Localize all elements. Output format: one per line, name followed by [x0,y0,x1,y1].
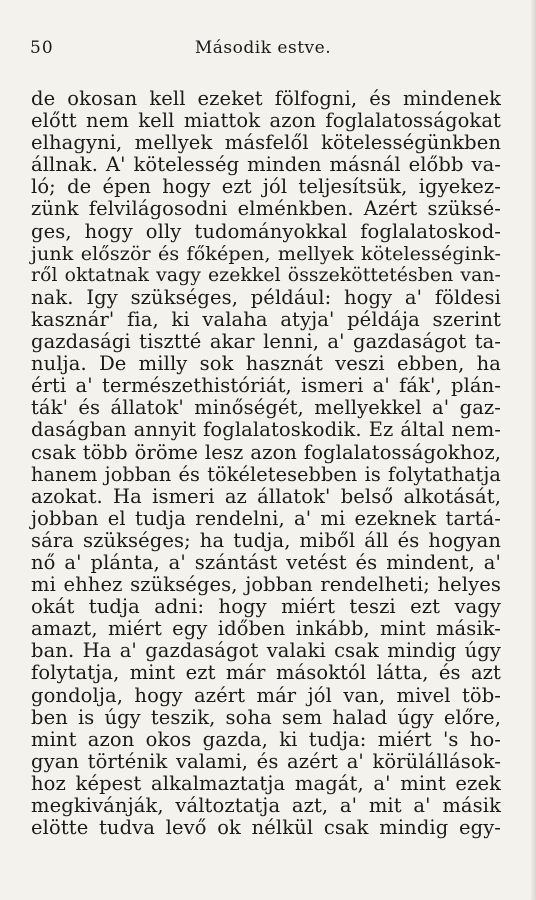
text-line: előtt nem kell miattok azon foglalatosságokat [31,109,501,133]
text-line: hanem jobban és tökéletesebben is folytathatja [31,462,501,486]
text-line: ges, hogy olly tudományokkal foglalatoskod- [31,219,501,243]
text-line: zünk felvilágosodni elménkben. Azért szüksé- [31,197,501,221]
text-line: junk először és főképen, mellyek kötelességink- [31,241,501,265]
text-line: elötte tudva levő ok nélkül csak mindig egy- [31,816,501,840]
text-line: kasznár' fia, ki valaha atyja' példája szerint [31,307,501,331]
text-line: daságban annyit foglalatoskodik. Ez által nem- [31,418,501,442]
text-line: mint azon okos gazda, ki tudja: miért 's ho- [31,727,501,751]
page-number: 50 [30,38,54,58]
text-line: folytatja, mint ezt már másoktól látta, és azt [31,661,501,685]
text-line: gondolja, hogy azért már jól van, mivel töb- [31,683,501,707]
text-line: érti a' természethistóriát, ismeri a' fák', plán- [31,374,501,398]
text-line: amazt, miért egy időben inkább, mint másik- [31,617,501,641]
text-line: nulja. De milly sok hasznát veszi ebben, ha [31,352,501,376]
text-line: mi ehhez szükséges, jobban rendelheti; helyes [31,573,501,597]
text-line: elhagyni, mellyek másfelől kötelességünkben [31,131,501,155]
page-header [30,38,496,62]
text-line: nő a' plánta, a' szántást vetést és mindent, a' [31,550,501,574]
running-title: Második estve. [194,38,332,58]
text-line: okát tudja adni: hogy miért teszi ezt vagy [31,595,501,619]
text-line: de okosan kell ezeket fölfogni, és mindenek [31,87,501,110]
text-line: ták' és állatok' minőségét, mellyekkel a' gaz- [31,396,501,420]
text-line: ló; de épen hogy ezt jól teljesítsük, igyekez- [31,175,501,199]
text-line: hoz képest alkalmaztatja magát, a' mint ezek [31,771,501,795]
text-line: ben is úgy teszik, soha sem halad úgy előre, [31,705,501,729]
text-line: gyan történik valami, és azért a' körülállások- [31,749,501,773]
body-text [31,88,501,839]
page-edge-shadow [530,0,536,900]
text-line: ről oktatnak vagy ezekkel összeköttetésben van- [31,264,501,286]
text-line: sára szükséges; ha tudja, miből áll és hogyan [31,528,501,552]
text-line: jobban el tudja rendelni, a' mi ezeknek tartá- [31,506,501,530]
text-line: azokat. Ha ismeri az állatok' belső alkotását, [31,484,501,508]
text-line: gazdasági tisztté akar lenni, a' gazdaságot ta- [31,330,501,354]
text-line: nak. Igy szükséges, például: hogy a' földesi [31,285,501,309]
text-line: állnak. A' kötelesség minden másnál előbb va- [31,153,501,177]
text-line: megkivánják, változtatja azt, a' mit a' másik [31,794,501,817]
text-line: ban. Ha a' gazdaságot valaki csak mindig úgy [31,639,501,663]
text-line: csak több öröme lesz azon foglalatosságokhoz, [31,440,501,464]
